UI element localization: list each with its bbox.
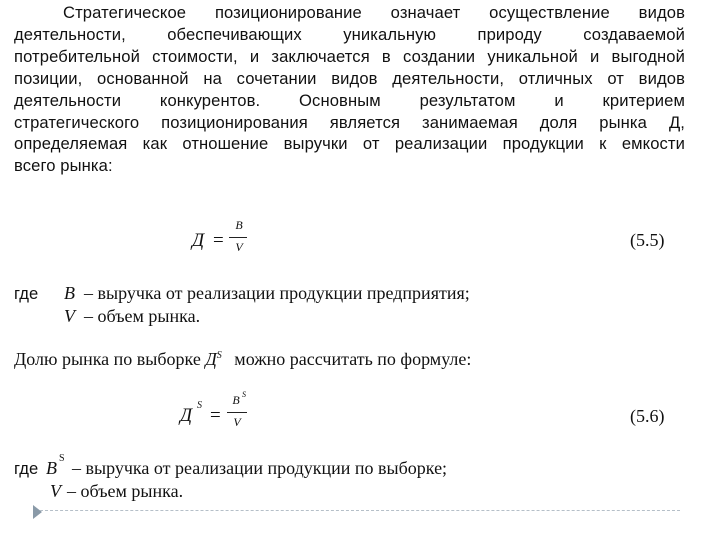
- paragraph-line: всего рынка:: [14, 156, 113, 176]
- where-label: где: [14, 284, 39, 303]
- formula2-number: (5.6): [630, 406, 665, 426]
- fraction-bar: [229, 237, 247, 238]
- footer-divider: [40, 510, 680, 511]
- formula2-lhs-sup: S: [197, 400, 202, 411]
- formula1-denominator: V: [235, 240, 243, 254]
- paragraph-line: потребительной стоимости, и заключается в создании уникальной и выгодной: [14, 46, 685, 66]
- formula2-equals: =: [210, 405, 221, 426]
- formula1-lhs: Д: [192, 230, 205, 251]
- paragraph-line: определяемая как отношение выручки от реализации продукции к емкости: [14, 134, 685, 154]
- sample-symbol: Д: [205, 349, 217, 369]
- formula2-denominator: V: [233, 415, 241, 429]
- formula2-lhs: Д: [180, 405, 193, 426]
- def2-text-b: – выручка от реализации продукции по выборке;: [72, 458, 448, 478]
- paragraph-line: деятельности, обеспечивающих уникальную природу создаваемой: [14, 24, 685, 44]
- main-paragraph: [14, 2, 685, 177]
- formula1-equals: =: [213, 230, 224, 251]
- fraction-bar: [227, 412, 247, 413]
- sample-share-sentence: [14, 349, 471, 370]
- sample-superscript: S: [216, 350, 222, 361]
- paragraph-line: позиции, основанной на сочетании видов деятельности, отличных от видов: [14, 68, 685, 88]
- formula2-numerator-sup: S: [242, 390, 246, 399]
- formula1-fraction: [229, 218, 249, 258]
- formula1-numerator: В: [235, 218, 243, 232]
- paragraph-line: деятельности конкурентов. Основным результатом и критерием: [14, 90, 685, 110]
- paragraph-line: стратегического позиционирования является занимаемая доля рынка Д,: [14, 112, 685, 132]
- formula2-fraction: [227, 390, 251, 433]
- def2-text-v: – объем рынка.: [67, 481, 184, 501]
- def1-text-v: – объем рынка.: [84, 306, 201, 326]
- formula2-numerator: В: [232, 393, 240, 407]
- def2-symbol-b-sup: S: [59, 453, 65, 464]
- def2-symbol-v: V: [50, 481, 61, 501]
- paragraph-line: Стратегическое позиционирование означает осуществление видов: [63, 3, 685, 22]
- def2-symbol-b: В: [46, 458, 57, 478]
- formula1-number: (5.5): [630, 230, 665, 250]
- def1-text-b: – выручка от реализации продукции предприятия;: [84, 283, 470, 303]
- slide-bullet-arrow-icon: [33, 505, 42, 519]
- sample-text-before: Долю рынка по выборке: [14, 349, 201, 369]
- where-label: где: [14, 459, 39, 478]
- sample-text-after: можно рассчитать по формуле:: [234, 349, 472, 369]
- def1-symbol-b: В: [64, 283, 75, 303]
- def1-symbol-v: V: [64, 306, 75, 326]
